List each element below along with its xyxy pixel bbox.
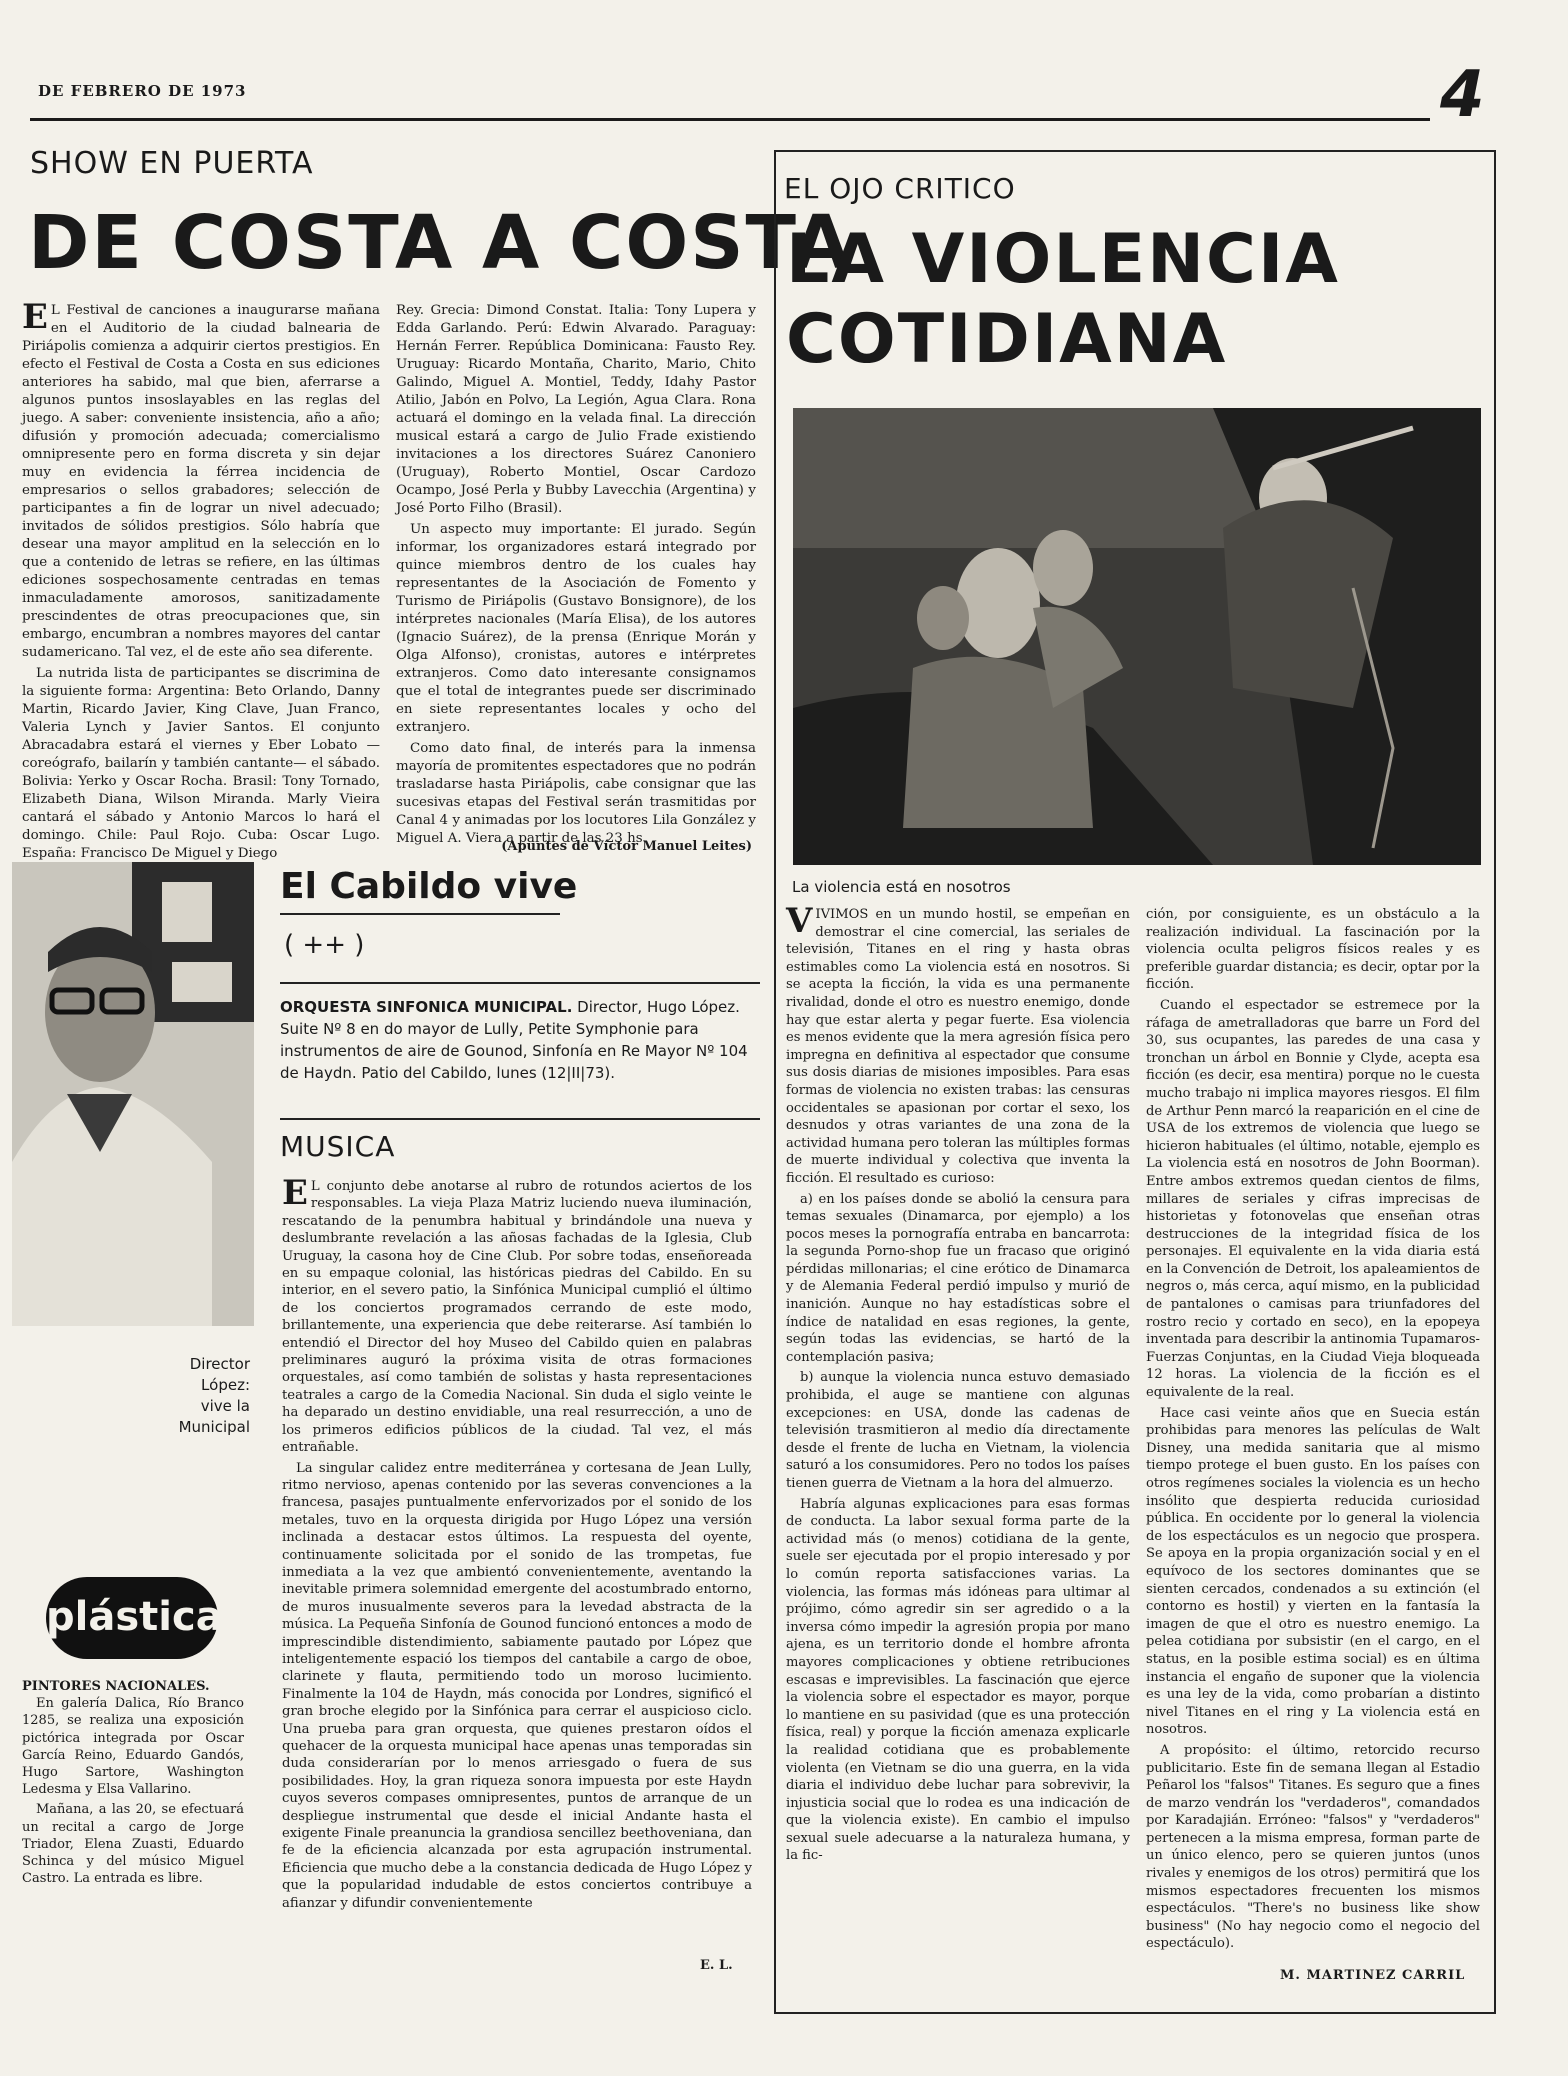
- film-photo-caption: La violencia está en nosotros: [792, 878, 1011, 896]
- caption-line-3: vive la: [200, 1397, 250, 1415]
- right-kicker: EL OJO CRITICO: [784, 172, 1016, 205]
- film-still-image: [793, 408, 1481, 865]
- left-col2-para-2: Un aspecto muy importante: El jurado. Según informar, los organizadores estará integrado por quince miembros dentro de los cuales hay representantes de la Asociación de Fomento y Turismo de Piriápolis (Gustavo Bonsignore), de los intérpretes nacionales (María Elisa), de los autores (Ignacio Suárez), de la prensa (Enrique Morán y Olga Alfonso), cronistas, autores e intérpretes extranjeros. Como dato interesante consignamos que el total de integrantes puede ser discriminado en siete representantes locales y ocho del extranjero.: [396, 522, 756, 735]
- musica-section-title: MUSICA: [280, 1130, 396, 1163]
- director-photo-caption: [160, 1354, 250, 1438]
- right-col1-para-2: a) en los países donde se abolió la censura para temas sexuales (Dinamarca, por ejemplo) a los pocos meses la pornografía entraba en bancarrota: la segunda Porno-shop fue un fracaso que originó pérdidas millonarias; el cine erótico de Dinamarca y de Alemania Federal perdió impulso y murió de inanición. Aunque no hay estadísticas sobre el índice de natalidad en esas regiones, la gente, según todas las evidencias, se hartó de la contemplación pasiva;: [786, 1191, 1130, 1365]
- right-col2-para-1: ción, por consiguiente, es un obstáculo a la realización individual. La fascinación por la violencia oculta peligros físicos reales y es preferible guardar distancia; es decir, optar por la ficción.: [1146, 907, 1480, 993]
- cabildo-rule-3: [280, 1118, 760, 1120]
- left-kicker: SHOW EN PUERTA: [30, 146, 314, 181]
- left-col1-para-2: La nutrida lista de participantes se discrimina de la siguiente forma: Argentina: Beto Orlando, Danny Martin, Ricardo Javier, King Clave, Juan Franco, Valeria Lynch y Javier Santos. El conjunto Abracadabra estará el viernes y Eber Lobato —coreógrafo, bailarín y también cantante— el sábado. Bolivia: Yerko y Oscar Rocha. Brasil: Tony Tornado, Elizabeth Diana, Wilson Miranda. Marly Vieira cantará el sábado y Antonio Marcos lo hará el domingo. Chile: Paul Rojo. Cuba: Oscar Lugo. España: Francisco De Miguel y Diego: [22, 666, 380, 861]
- left-col2-para-1: Rey. Grecia: Dimond Constat. Italia: Tony Lupera y Edda Garlando. Perú: Edwin Alvarado. Paraguay: Hernán Ferrer. República Dominicana: Fausto Rey. Uruguay: Ricardo Montaña, Charito, Mario, Chito Galindo, Miguel A. Montiel, Teddy, Idahy Pastor Atilio, Jabón en Polvo, La Legión, Agua Clara. Rona actuará el domingo en la velada final. La dirección musical estará a cargo de Julio Frade existiendo invitaciones a los directores Suárez Canoniero (Uruguay), Roberto Montiel, Oscar Cardozo Ocampo, José Perla y Bubby Lavecchia (Argentina) y José Porto Filho (Brasil).: [396, 303, 756, 516]
- left-signature: (Apuntes de Víctor Manuel Leites): [501, 839, 752, 854]
- cabildo-signature: E. L.: [700, 1958, 733, 1973]
- right-col1-para-1: VIVIMOS en un mundo hostil, se empeñan en demostrar el cine comercial, las seriales de televisión, Titanes en el ring y hasta obras estimables como La violencia está en nosotros. Si se acepta la ficción, la vida es una permanente rivalidad, donde el otro es nuestro enemigo, donde hay que estar alerta y pegar fuerte. Esa violencia es menos evidente que la mera agresión física pero impregna en definitiva al espectador que consume sus dosis diarias de misiones imposibles. Para esas formas de violencia no existen trabas: las censuras occidentales se apasionan por cortar el sexo, los desnudos y otras variantes de una zona de la actividad humana pero toleran las múltiples formas de muerte individual y colectiva que inventa la ficción. El resultado es curioso:: [786, 901, 1130, 1186]
- cabildo-headline: El Cabildo vive: [280, 866, 578, 907]
- page-number: 4: [1440, 58, 1485, 132]
- right-article-col1: [786, 901, 1130, 1970]
- caption-line-1: Director: [189, 1355, 250, 1373]
- right-headline-line2: COTIDIANA: [786, 300, 1228, 379]
- plastica-title: PINTORES NACIONALES.: [22, 1679, 210, 1694]
- plastica-text: [22, 1678, 244, 1968]
- left-col2-para-3: Como dato final, de interés para la inmensa mayoría de promitentes espectadores que no podrán trasladarse hasta Piriápolis, cabe consignar que las sucesivas etapas del Festival serán trasmitidas por Canal 4 y animadas por los locutores Lila González y Miguel A. Viera a partir de las 23 hs.: [396, 741, 756, 846]
- right-col1-para-4: Habría algunas explicaciones para esas formas de conducta. La labor sexual forma parte de la actividad más (o menos) cotidiana de la gente, suele ser ejecutada por el propio interesado y por lo común reporta satisfacciones varias. La violencia, las formas más idóneas para ultimar al prójimo, cómo agredir sin ser agredido o a la inversa cómo impedir la agresión propia por mano ajena, es un territorio donde el hombre afronta mayores complicaciones y obtiene retribuciones escasas e imprevisibles. La fascinación que ejerce la violencia sobre el espectador es mayor, porque lo mantiene en su pasividad (que es una protección física, real) y porque la ficción amenaza explicarle la realidad cotidiana que es probablemente violenta (en Vietnam se dio una guerra, en la vida diaria el individuo debe luchar para sobrevivir, la injusticia social que lo rodea es una indicación de que la violencia existe). En cambio el impulso sexual suele adecuarse a la naturaleza humana, y la fic-: [786, 1496, 1130, 1864]
- right-col2-para-2: Cuando el espectador se estremece por la ráfaga de ametralladoras que barre un Ford del 30, sus ocupantes, las paredes de una casa y tronchan un árbol en Bonnie y Clyde, acepta esa ficción (es decir, esa mentira) porque no le cuesta mucho trabajo ni implica mayores riesgos. El film de Arthur Penn marcó la reaparición en el cine de USA de los extremos de violencia que luego se hicieron habituales (el último, notable, ejemplo es La violencia está en nosotros de John Boorman). Entre ambos extremos quedan cientos de films, millares de seriales y cifras imprecisas de historietas y fotonovelas que enseñan otras destrucciones de la integridad física de los personajes. El equivalente en la vida diaria está en la Convención de Detroit, los apaleamientos de negros o, más cerca, aquí mismo, en la publicidad de pantalones o camisas para triunfadores del rostro recio y cortado en seco), en la epopeya inventada para describir la antinomia Tupamaros-Fuerzas Conjuntas, en la Ciudad Vieja bloqueada 12 horas. La violencia de la ficción es el equivalente de la real.: [1146, 997, 1480, 1401]
- cabildo-lead-bold: ORQUESTA SINFONICA MUNICIPAL.: [280, 998, 573, 1016]
- left-article-col1: [22, 297, 380, 861]
- page-date: DE FEBRERO DE 1973: [38, 82, 247, 100]
- right-headline-line1: LA VIOLENCIA: [786, 220, 1340, 299]
- plastica-logo: plástica: [46, 1577, 218, 1659]
- director-photo-image: [12, 862, 254, 1326]
- cabildo-body: [282, 1173, 752, 1948]
- header-rule: [30, 118, 1430, 121]
- left-col1-para-1: EL Festival de canciones a inaugurarse mañana en el Auditorio de la ciudad balnearia de Piriápolis comienza a adquirir ciertos prestigios. En efecto el Festival de Costa a Costa en sus ediciones anteriores ha sabido, mal que bien, aferrarse a algunos puntos insoslayables en las reglas del juego. A saber: conveniente insistencia, año a año; difusión y promoción adecuada; comercialismo omnipresente pero en forma discreta y sin dejar muy en evidencia la férrea incidencia de empresarios o sellos grabadores; selección de participantes a fin de lograr un nivel adecuado; invitados de sólidos prestigios. Sólo habría que desear una mayor amplitud en la selección en lo que a contenido de letras se refiere, en las últimas ediciones sospechosamente centradas en temas inmaculadamente amorosos, sanitizadamente prescindentes de otras preocupaciones que, sin embargo, encumbran a nombres mayores del cantar sudamericano. Tal vez, el de este año sea diferente.: [22, 297, 380, 660]
- cabildo-lead: [280, 996, 750, 1084]
- cabildo-para-2: La singular calidez entre mediterránea y cortesana de Jean Lully, ritmo nervioso, apenas contenido por las severas convenciones a la francesa, pasajes puntualmente enfervorizados por el sonido de los metales, tuvo en la orquesta dirigida por Hugo López una versión inclinada a destacar estos últimos. La respuesta del oyente, continuamente solicitada por el sonido de las trompetas, fue inmediata a la vez que ambientó convenientemente, aventando la inevitable primera solemnidad emergente del acostumbrado entorno, de muros inusualmente severos para la levedad abstracta de la música. La Pequeña Sinfonía de Gounod funcionó entonces a modo de imprescindible distendimiento, sabiamente pautado por López que inteligentemente espació los tiempos del cantabile a cargo de oboe, clarinete y flauta, permitiendo todo un moroso lucimiento. Finalmente la 104 de Haydn, más conocida por Londres, significó el gran broche elegido por la Sinfónica para cerrar el auspicioso ciclo. Una prueba para gran orquesta, que quienes prestaron oídos el quehacer de la orquesta municipal hace apenas unas temporadas sin duda considerarían por lo menos arriesgado o fuera de sus posibilidades. Hoy, la gran riqueza sonora impuesta por este Haydn cuyos severos compases omnipresentes, puntos de arranque de un despliegue instrumental que desde el inicial Andante hasta el exigente Finale preanuncia la grandiosa sencillez beethoveniana, dan fe de la eficiencia alcanzada por esta agrupación instrumental. Eficiencia que mucho debe a la constancia dedicada de Hugo López y que la popularidad indudable de estos conciertos contribuye a afianzar y difundir convenientemente: [282, 1460, 752, 1911]
- director-photo: [12, 862, 254, 1326]
- cabildo-para-1: EL conjunto debe anotarse al rubro de rotundos aciertos de los responsables. La vieja Plaza Matriz luciendo nueva iluminación, rescatando de la penumbra habitual y brindándole una nueva y deslumbrante revelación a las añosas fachadas de la Iglesia, Club Uruguay, la casona hoy de Cine Club. Por sobre todas, enseñoreada en su empaque colonial, las históricas piedras del Cabildo. En su interior, en el severo patio, la Sinfónica Municipal cumplió el último de los conciertos programados cerrando de este modo, brillantemente, una experiencia que debe reiterarse. Así también lo entendió el Director del hoy Museo del Cabildo quien en palabras preliminares auguró la próxima visita de otras formaciones orquestales, así como también de solistas y hasta representaciones teatrales a cargo de la Comedia Nacional. Sin duda el siglo veinte le ha deparado un destino envidiable, una real resurrección, a uno de los primeros edificios públicos de la ciudad. Tal vez, el más entrañable.: [282, 1173, 752, 1456]
- right-col1-para-3: b) aunque la violencia nunca estuvo demasiado prohibida, el auge se mantiene con algunas excepciones: en USA, donde las cadenas de televisión trasmitieron al medio día directamente desde el frente de lucha en Vietnam, la violencia saturó a los consumidores. Pero no todos los países tienen guerra de Vietnam a la hora del almuerzo.: [786, 1370, 1130, 1491]
- cabildo-rule: [280, 913, 560, 915]
- left-headline: DE COSTA A COSTA: [28, 200, 852, 286]
- right-signature: M. MARTINEZ CARRIL: [1280, 1968, 1466, 1983]
- caption-line-4: Municipal: [178, 1418, 250, 1436]
- plastica-para-1: En galería Dalica, Río Branco 1285, se realiza una exposición pictórica integrada por Oscar García Reino, Eduardo Gandós, Hugo Sartore, Washington Ledesma y Elsa Vallarino.: [22, 1696, 244, 1798]
- left-article-col2: [396, 302, 756, 846]
- right-col2-para-4: A propósito: el último, retorcido recurso publicitario. Este fin de semana llegan al Estadio Peñarol los "falsos" Titanes. Es seguro que a fines de marzo vendrán los "verdaderos", comandados por Karadajián. Erróneo: "falsos" y "verdaderos" pertenecen a la misma empresa, forman parte de un único elenco, pero se quieren juntos (unos rivales y enemigos de los otros) permitirá que los mismos espectadores frecuenten los mismos espectáculos. "There's no business like show business" (No hay negocio como el negocio del espectáculo).: [1146, 1742, 1480, 1952]
- cabildo-lead-text: Director, Hugo López. Suite Nº 8 en do mayor de Lully, Petite Symphonie para instrumentos de aire de Gounod, Sinfonía en Re Mayor Nº 104 de Haydn. Patio del Cabildo, lunes (12|II|73).: [280, 998, 748, 1082]
- caption-line-2: López:: [201, 1376, 250, 1394]
- violence-film-photo: [793, 408, 1481, 865]
- cabildo-rating: ( ++ ): [284, 930, 365, 960]
- plastica-para-2: Mañana, a las 20, se efectuará un recital a cargo de Jorge Triador, Elena Zuasti, Eduardo Schinca y del músico Miguel Castro. La entrada es libre.: [22, 1802, 244, 1887]
- right-article-col2: [1146, 906, 1480, 1956]
- right-col2-para-3: Hace casi veinte años que en Suecia están prohibidas para menores las películas de Walt Disney, una medida sanitaria que al mismo tiempo protege el buen gusto. En los países con otros regímenes sociales la violencia es un hecho insólito que despierta reducida curiosidad pública. En occidente por lo general la violencia de los espectáculos es un negocio que prospera. Se apoya en la propia organización social y en el equívoco de los sectores dominantes que se sienten cercados, condenados a su extinción (el contorno es hostil) y vierten en la fantasía la imagen de que el otro es nuestro enemigo. La pelea cotidiana por subsistir (en el cargo, en el status, en la posible estima social) es en última instancia el engaño de suponer que la violencia es una ley de la vida, como probarían a distinto nivel Titanes en el ring y La violencia está en nosotros.: [1146, 1405, 1480, 1738]
- cabildo-rule-2: [280, 982, 760, 984]
